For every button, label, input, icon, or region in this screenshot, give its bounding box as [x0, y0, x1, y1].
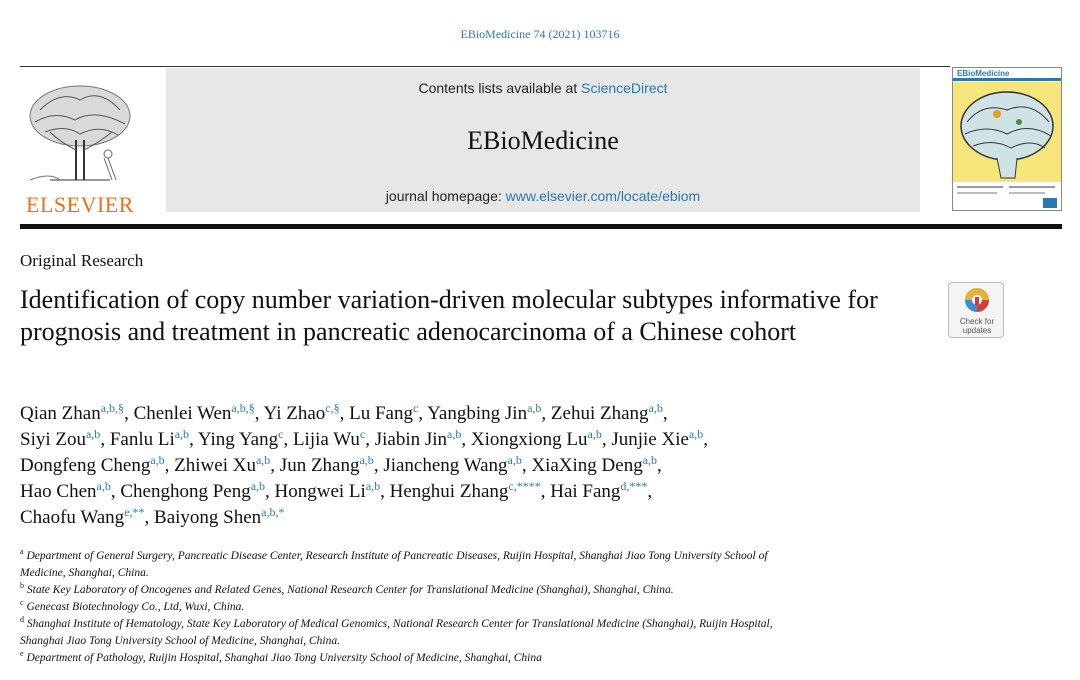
author-name[interactable]: Jiancheng Wang — [383, 455, 508, 476]
affiliation-mark: b — [20, 581, 24, 590]
author[interactable] — [174, 455, 270, 476]
author[interactable] — [20, 481, 111, 502]
author[interactable] — [375, 429, 462, 450]
author[interactable] — [20, 455, 165, 476]
cover-title: EBioMedicine — [957, 69, 1010, 78]
author[interactable] — [280, 455, 374, 476]
author-affiliation-mark[interactable]: c — [412, 401, 419, 415]
affiliation-text: Shanghai Institute of Hematology, State Key Laboratory of Medical Genomics, National Research Center for Translational Medicine (Shanghai), Ruijin Hospital, — [24, 618, 773, 630]
journal-citation[interactable]: EBioMedicine 74 (2021) 103716 — [460, 27, 620, 41]
author-name[interactable]: Zehui Zhang — [550, 403, 649, 424]
author-affiliation-mark[interactable]: a,b — [255, 453, 271, 467]
author-affiliation-mark[interactable]: d,*** — [620, 479, 648, 493]
author-affiliation-mark[interactable]: a,b — [648, 401, 663, 415]
author[interactable] — [20, 403, 124, 424]
author[interactable] — [390, 481, 541, 502]
journal-header — [166, 68, 920, 212]
brain-illustration-icon — [953, 82, 1061, 210]
author[interactable] — [20, 429, 100, 450]
affiliation-item — [20, 650, 1060, 667]
author-name[interactable]: Chaofu Wang — [20, 507, 125, 528]
author-affiliation-mark[interactable]: a,b — [642, 453, 658, 467]
author-affiliation-mark[interactable]: a,b — [587, 427, 602, 441]
author-affiliation-mark[interactable]: a,b,* — [261, 505, 285, 519]
header-divider — [20, 66, 950, 67]
affiliation-text-continued: Medicine, Shanghai, China. — [20, 567, 149, 579]
contents-available-line — [166, 80, 920, 96]
affiliation-item — [20, 599, 1060, 616]
check-updates-line1: Check for — [959, 317, 995, 326]
author-name[interactable]: Xiongxiong Lu — [470, 429, 588, 450]
journal-name: EBioMedicine — [467, 126, 619, 155]
author-affiliation-mark[interactable]: a,b — [447, 427, 462, 441]
check-updates-label — [949, 317, 1005, 335]
affiliation-mark: d — [20, 615, 24, 624]
author-affiliation-mark[interactable]: a,b — [174, 427, 190, 441]
author-affiliation-mark[interactable]: a,b,§ — [231, 401, 255, 415]
author-affiliation-mark[interactable]: a,b — [359, 453, 374, 467]
affiliation-text-continued: Shanghai Jiao Tong University School of Medicine, Shanghai, China. — [20, 635, 340, 647]
elsevier-wordmark: ELSEVIER — [26, 192, 134, 217]
journal-homepage-line — [166, 188, 920, 204]
author-name[interactable]: Dongfeng Cheng — [20, 455, 151, 476]
author-name[interactable]: Qian Zhan — [20, 403, 101, 424]
author-affiliation-mark[interactable]: e,** — [124, 505, 145, 519]
author[interactable] — [550, 481, 647, 502]
author[interactable] — [120, 481, 265, 502]
author-name[interactable]: Siyi Zou — [20, 429, 86, 450]
affiliation-mark: c — [20, 598, 24, 607]
crossmark-icon — [949, 283, 1005, 317]
author-affiliation-mark[interactable]: a,b — [527, 401, 542, 415]
journal-cover-thumbnail[interactable] — [952, 67, 1062, 211]
author[interactable] — [551, 403, 663, 424]
author-name[interactable]: Baiyong Shen — [154, 507, 262, 528]
author-name[interactable]: Yi Zhao — [263, 403, 326, 424]
contents-prefix: Contents lists available at — [418, 80, 582, 96]
author-affiliation-mark[interactable]: c — [278, 427, 284, 441]
header-thick-rule — [20, 224, 1062, 229]
author-affiliation-mark[interactable]: a,b — [150, 453, 165, 467]
author-name[interactable]: Fanlu Li — [109, 429, 175, 450]
author[interactable] — [134, 403, 255, 424]
author-affiliation-mark[interactable]: a,b — [365, 479, 381, 493]
author-affiliation-mark[interactable]: c,**** — [508, 479, 541, 493]
author-name[interactable]: Hai Fang — [550, 481, 621, 502]
author-name[interactable]: Jiabin Jin — [374, 429, 448, 450]
homepage-prefix: journal homepage: — [385, 188, 506, 204]
author[interactable] — [611, 429, 703, 450]
affiliation-item — [20, 616, 1060, 633]
author[interactable] — [154, 507, 284, 528]
elsevier-logo[interactable] — [20, 80, 140, 217]
affiliation-text: Department of General Surgery, Pancreatic Disease Center, Research Institute of Pancreatic Diseases, Ruijin Hospital, Shanghai Jiao Tong University School of — [23, 550, 768, 562]
author-name[interactable]: Chenlei Wen — [133, 403, 232, 424]
author-affiliation-mark[interactable]: a,b — [250, 479, 266, 493]
author-affiliation-mark[interactable]: a,b — [507, 453, 522, 467]
author[interactable] — [471, 429, 602, 450]
author[interactable] — [427, 403, 541, 424]
author-affiliation-mark[interactable]: a,b,§ — [100, 401, 125, 415]
article-type: Original Research — [20, 251, 144, 270]
author[interactable] — [293, 429, 365, 450]
author-list: Qian Zhan$^{a,b,\S}$, Chenlei Wen$^{a,b,\S}$, Yi Zhao$^{c,\S}$, Lu Fang$^c$, Yangbing Jin$^{a,b}$, Zehui Zhang$^{a,b}$, Siyi Zou$^{a,b}$, Fanlu Li$^{a,b}$, Ying Yang$^c$, Lijia Wu$^c$, Jiabin Jin$^{a,b}$, Xiongxiong Lu$^{a,b}$, Junjie Xie$^{a,b}$, Dongfeng Cheng$^{a,b}$, Zhiwei Xu$^{a,b}$, Jun Zhang$^{a,b}$, Jiancheng Wang$^{a,b}$, XiaXing Deng$^{a,b}$, Hao Chen$^{a,b}$, Chenghong Peng$^{a,b}$, Hongwei Li$^{a,b}$, Henghui Zhang$^{c,****}$, Hai Fang$^{d,***}$, Chaofu Wang$^{e,**}$, Baiyong Shen$^{a,b,*}$ — [20, 401, 708, 528]
author-name[interactable]: Lu Fang — [349, 403, 413, 424]
author-name[interactable]: XiaXing Deng — [531, 455, 643, 476]
author-name[interactable]: Yangbing Jin — [427, 403, 528, 424]
affiliation-list — [20, 548, 1060, 667]
author[interactable] — [264, 403, 340, 424]
author[interactable] — [531, 455, 657, 476]
author-name[interactable]: Hao Chen — [20, 481, 97, 502]
author[interactable] — [20, 507, 145, 528]
author-affiliation-mark[interactable]: a,b — [96, 479, 111, 493]
author-name[interactable]: Junjie Xie — [611, 429, 689, 450]
author-affiliation-mark[interactable]: a,b — [85, 427, 101, 441]
check-for-updates-button[interactable] — [948, 282, 1004, 338]
author-affiliation-mark[interactable]: c — [359, 427, 366, 441]
author-name[interactable]: Lijia Wu — [292, 429, 360, 450]
author-affiliation-mark[interactable]: c,§ — [325, 401, 340, 415]
author-affiliation-mark[interactable]: a,b — [688, 427, 704, 441]
author[interactable] — [275, 481, 381, 502]
affiliation-item — [20, 582, 1060, 599]
author-name[interactable]: Hongwei Li — [274, 481, 366, 502]
affiliation-text: Department of Pathology, Ruijin Hospital, Shanghai Jiao Tong University School of Medicine, Shanghai, China — [23, 652, 542, 664]
affiliation-text: Genecast Biotechnology Co., Ltd, Wuxi, China. — [23, 601, 245, 613]
affiliation-mark: e — [20, 649, 24, 658]
affiliation-mark: a — [20, 547, 24, 556]
author-name[interactable]: Zhiwei Xu — [174, 455, 256, 476]
journal-homepage-link[interactable]: www.elsevier.com/locate/ebiom — [505, 188, 701, 204]
check-updates-line2: updates — [962, 326, 992, 335]
affiliation-item — [20, 548, 1060, 565]
author[interactable] — [110, 429, 189, 450]
affiliation-text: State Key Laboratory of Oncogenes and Related Genes, National Research Center for Translational Medicine (Shanghai), Shanghai, China. — [24, 584, 674, 596]
author[interactable] — [198, 429, 284, 450]
elsevier-tree-icon — [20, 80, 140, 190]
author-name[interactable]: Chenghong Peng — [120, 481, 251, 502]
cover-bar — [953, 78, 1061, 81]
author-name[interactable]: Ying Yang — [197, 429, 279, 450]
author[interactable] — [383, 455, 522, 476]
author-name[interactable]: Jun Zhang — [279, 455, 360, 476]
article-title: Identification of copy number variation-driven molecular subtypes informative for prognosis and treatment in pancreatic adenocarcinoma of a Chinese cohort — [20, 285, 878, 346]
author-name[interactable]: Henghui Zhang — [389, 481, 509, 502]
sciencedirect-link[interactable]: ScienceDirect — [581, 80, 668, 96]
author[interactable] — [349, 403, 418, 424]
